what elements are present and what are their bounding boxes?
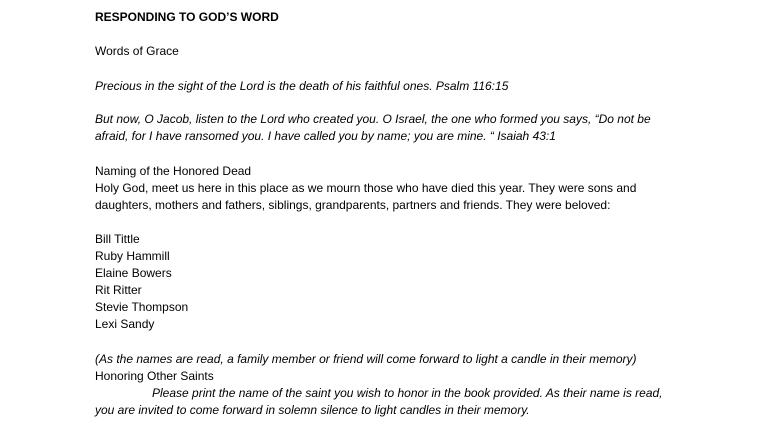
prayer-line-2: daughters, mothers and fathers, siblings, grandparents, partners and friends. They were beloved: bbox=[95, 198, 611, 212]
honoring-title: Honoring Other Saints bbox=[95, 369, 214, 383]
honoring-line-1: Please print the name of the saint you wish to honor in the book provided. As their name is read, bbox=[152, 386, 663, 400]
honored-name: Elaine Bowers bbox=[95, 266, 172, 280]
honored-name: Bill Tittle bbox=[95, 232, 140, 246]
honoring-line-2: you are invited to come forward in solemn silence to light candles in their memory. bbox=[95, 403, 530, 417]
isaiah-verse-line-2: afraid, for I have ransomed you. I have called you by name; you are mine. “ Isaiah 43:1 bbox=[95, 129, 556, 143]
psalm-verse: Precious in the sight of the Lord is the death of his faithful ones. Psalm 116:15 bbox=[95, 79, 509, 93]
honored-name: Rit Ritter bbox=[95, 283, 142, 297]
section-heading: RESPONDING TO GOD’S WORD bbox=[95, 10, 279, 24]
honored-name: Ruby Hammill bbox=[95, 249, 170, 263]
naming-title: Naming of the Honored Dead bbox=[95, 164, 252, 178]
words-of-grace-title: Words of Grace bbox=[95, 44, 179, 58]
honored-name: Lexi Sandy bbox=[95, 317, 155, 331]
prayer-line-1: Holy God, meet us here in this place as we mourn those who have died this year. They were sons and bbox=[95, 181, 637, 195]
honored-name: Stevie Thompson bbox=[95, 300, 189, 314]
candle-instruction: (As the names are read, a family member or friend will come forward to light a candle in their memory) bbox=[95, 352, 637, 366]
isaiah-verse-line-1: But now, O Jacob, listen to the Lord who created you. O Israel, the one who formed you says, “Do not be bbox=[95, 112, 651, 126]
